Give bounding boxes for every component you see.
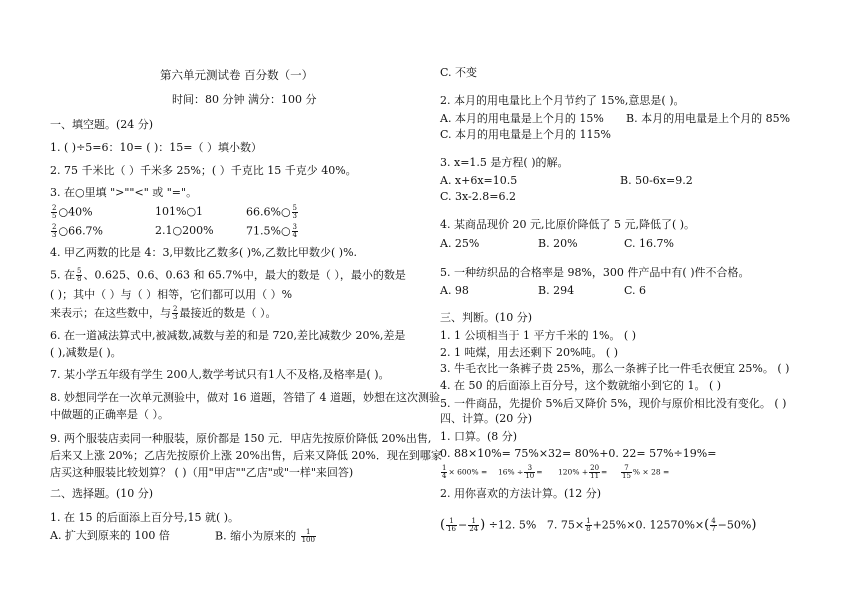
fraction: $\frac{2}{5}$ xyxy=(52,204,57,220)
calc-method: 2. 用你喜欢的方法计算。(12 分) xyxy=(440,487,602,500)
choice-2-option-a: A. 本月的用电量是上个月的 15% xyxy=(440,112,604,125)
q3-row-1: $\frac{2}{5}$ ○40% 101%○1 66.6%○ $\frac{5}{3}$ xyxy=(52,204,298,220)
section-fill-blank: 一、填空题。(24 分) xyxy=(50,118,154,131)
question-2: 2. 75 千米比（ ）千米多 25%；( ）千克比 15 千克少 40%。 xyxy=(50,164,357,177)
choice-1-option-a: A. 扩大到原来的 100 倍 xyxy=(50,529,170,542)
choice-3-option-b: B. 50-6x=9.2 xyxy=(620,174,693,187)
choice-5-option-b: B. 294 xyxy=(538,284,575,297)
question-6-line-1: 6. 在一道减法算式中,被减数,减数与差的和是 720,差比减数少 20%,差是 xyxy=(50,329,406,342)
page-subtitle: 时间：80 分钟 满分：100 分 xyxy=(172,93,317,106)
question-9-line-3: 店买这种服装比较划算？ ( )（用"甲店""乙店"或"一样"来回答) xyxy=(50,466,354,479)
judge-5: 5. 一件商品，先提价 5%后又降价 5%，现价与原价相比没有变化。 ( ) xyxy=(440,397,787,410)
fraction: $\frac{2}{3}$ xyxy=(52,223,57,239)
question-4: 4. 甲乙两数的比是 4：3,甲数比乙数多( )%,乙数比甲数少( )%. xyxy=(50,246,358,259)
question-8-line-1: 8. 妙想同学在一次单元测验中，做对 16 道题，答错了 4 道题，妙想在这次测验 xyxy=(50,391,440,404)
judge-3: 3. 牛毛衣比一条裤子贵 25%，那么一条裤子比一件毛衣便宜 25%。 ( ) xyxy=(440,362,790,375)
question-5-line-2: ( )；其中（ ）与（ ）相等，它们都可以用（ ）% xyxy=(50,288,293,301)
question-1: 1. ( )÷5=6：10= ( )：15=（ ）填小数） xyxy=(50,141,263,154)
choice-2-option-b: B. 本月的用电量是上个月的 85% xyxy=(626,112,791,125)
choice-4-option-b: B. 20% xyxy=(538,237,578,250)
judge-1: 1. 1 公顷相当于 1 平方千米的 1%。 ( ) xyxy=(440,329,637,342)
question-8-line-2: 中做题的正确率是（ ）。 xyxy=(50,408,169,421)
question-5-line-3: 来表示；在这些数中，与 $\frac{2}{3}$ 最接近的数是（ ）。 xyxy=(50,305,277,321)
section-judge: 三、判断。(10 分) xyxy=(440,311,533,324)
choice-1-option-b: B. 缩小为原来的 $\frac{1}{100}$ xyxy=(215,528,315,544)
calc-oral-row-2: $\frac{1}{4}$ × 600% = 16% ÷ $\frac{3}{10}$ = 120% + $\frac{20}{11}$ = $\frac{7}{15}$ % × 28 = xyxy=(442,464,670,480)
calc-oral: 1. 口算。(8 分) xyxy=(440,430,518,443)
page-title: 第六单元测试卷 百分数（一） xyxy=(160,68,314,82)
choice-3: 3. x=1.5 是方程( )的解。 xyxy=(440,156,569,169)
choice-5: 5. 一种纺织品的合格率是 98%，300 件产品中有( )件不合格。 xyxy=(440,266,750,279)
choice-4-option-a: A. 25% xyxy=(440,237,480,250)
q3-row-2: $\frac{2}{3}$ ○66.7% 2.1○200% 71.5%○ $\frac{3}{4}$ xyxy=(52,223,298,239)
calc-oral-row-1: 0. 88×10%= 75%×32= 80%+0. 22= 57%÷19%= xyxy=(440,447,717,460)
choice-4: 4. 某商品现价 20 元,比原价降低了 5 元,降低了( )。 xyxy=(440,218,696,231)
calc-method-row: ( $\frac{1}{16}$ − $\frac{1}{24}$ ) ÷12. 5% 7. 75× $\frac{1}{8}$ +25%×0. 12570%×( $\frac{4}{7}$ −50%) xyxy=(440,517,757,533)
choice-3-option-a: A. x+6x=10.5 xyxy=(440,174,518,187)
section-choice: 二、选择题。(10 分) xyxy=(50,487,154,500)
choice-2-option-c: C. 本月的用电量是上个月的 115% xyxy=(440,128,611,141)
choice-2: 2. 本月的用电量比上个月节约了 15%,意思是( )。 xyxy=(440,94,685,107)
choice-4-option-c: C. 16.7% xyxy=(624,237,674,250)
judge-2: 2. 1 吨煤，用去还剩下 20%吨。 ( ) xyxy=(440,346,619,359)
choice-3-option-c: C. 3x-2.8=6.2 xyxy=(440,190,516,203)
question-9-line-1: 9. 两个服装店卖同一种服装，原价都是 150 元．甲店先按原价降低 20%出售, xyxy=(50,432,432,445)
question-9-line-2: 后来又上涨 20%；乙店先按原价上涨 20%出售，后来又降低 20%．现在到哪家 xyxy=(50,449,442,462)
question-6-line-2: ( ),减数是( )。 xyxy=(50,346,122,359)
choice-1: 1. 在 15 的后面添上百分号,15 就( )。 xyxy=(50,511,240,524)
choice-5-option-a: A. 98 xyxy=(440,284,469,297)
question-3: 3. 在○里填 ">""<" 或 "="。 xyxy=(50,186,198,199)
section-calc: 四、计算。(20 分) xyxy=(440,412,533,425)
question-7: 7. 某小学五年级有学生 200人,数学考试只有1人不及格,及格率是( )。 xyxy=(50,368,390,381)
choice-1-option-c: C. 不变 xyxy=(440,66,478,79)
question-5-line-1: 5. 在 $\frac{5}{8}$ 、0.625、0.6、0.63 和 65.7%中，最大的数是（ ），最小的数是 xyxy=(50,267,406,283)
judge-4: 4. 在 50 的后面添上百分号，这个数就缩小到它的 1。 ( ) xyxy=(440,379,722,392)
choice-5-option-c: C. 6 xyxy=(624,284,647,297)
